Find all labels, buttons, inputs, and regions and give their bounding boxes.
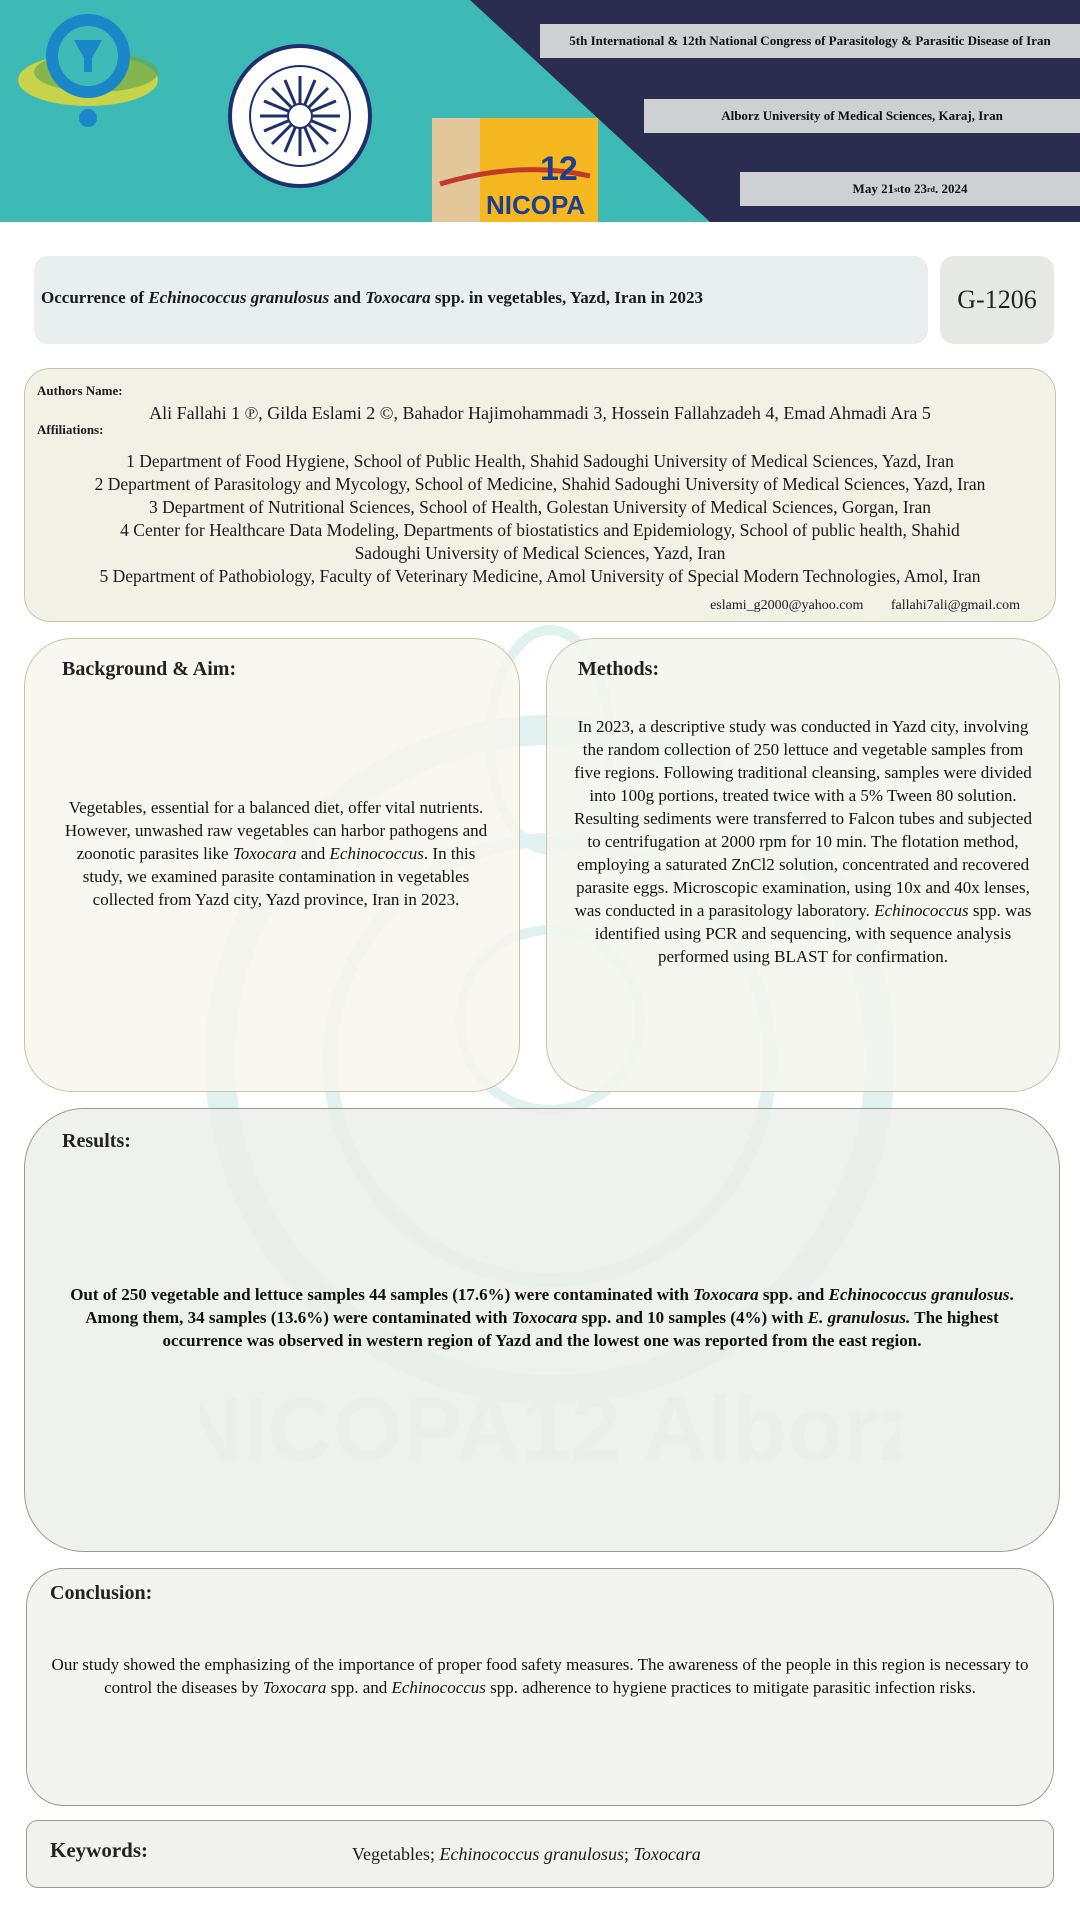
author-names: Ali Fallahi 1 ℗, Gilda Eslami 2 ©, Bahador Hajimohammadi 3, Hossein Fallahzadeh 4, Emad Ahmadi Ara 5 bbox=[149, 403, 931, 423]
date-start-sup: st bbox=[894, 184, 900, 194]
background-heading: Background & Aim: bbox=[62, 658, 237, 680]
congress-name-bar: 5th International & 12th National Congress of Parasitology & Parasitic Disease of Iran bbox=[540, 24, 1080, 58]
date-end-sup: rd bbox=[926, 184, 935, 194]
poster-title: Occurrence of Echinococcus granulosus and Toxocara spp. in vegetables, Yazd, Iran in 2023 bbox=[41, 288, 704, 307]
society-seal-icon bbox=[230, 46, 370, 186]
authors-label: Authors Name: bbox=[37, 383, 123, 398]
affiliations-label: Affiliations: bbox=[37, 422, 104, 437]
affiliation-3: 3 Department of Nutritional Sciences, School of Health, Golestan University of Medical Sciences, Gorgan, Iran bbox=[148, 497, 932, 517]
email-line bbox=[710, 598, 1020, 614]
poster-header bbox=[0, 0, 1080, 222]
date-year: . 2024 bbox=[934, 181, 968, 196]
affiliation-1: 1 Department of Food Hygiene, School of Public Health, Shahid Sadoughi University of Medical Sciences, Yazd, Iran bbox=[126, 451, 954, 471]
keywords-heading: Keywords: bbox=[50, 1838, 148, 1862]
university-bar: Alborz University of Medical Sciences, Karaj, Iran bbox=[644, 99, 1080, 133]
nicopa-number-text: 12 bbox=[540, 150, 578, 188]
date-bar bbox=[740, 172, 1080, 206]
conclusion-heading: Conclusion: bbox=[50, 1582, 153, 1604]
results-text: Out of 250 vegetable and lettuce samples 44 samples (17.6%) were contaminated with Toxocara spp. and Echinococcus granulosus. Among them, 34 samples (13.6%) were contaminated with Toxocara spp. and 10 samples (4%) with E. granulosus. The highest occurrence was observed in western region of Yazd and the lowest one was reported from the east region. bbox=[70, 1285, 1014, 1350]
affiliation-2: 2 Department of Parasitology and Mycology, School of Medicine, Shahid Sadoughi University of Medical Sciences, Yazd, Iran bbox=[94, 474, 986, 494]
background-text: Vegetables, essential for a balanced diet, offer vital nutrients. However, unwashed raw vegetables can harbor pathogens and zoonotic parasites like Toxocara and Echinococcus. In this study, we examined parasite contamination in vegetables collected from Yazd city, Yazd province, Iran in 2023. bbox=[64, 798, 488, 909]
conclusion-text: Our study showed the emphasizing of the importance of proper food safety measures. The awareness of the people in this region is necessary to control the diseases by Toxocara spp. and Echinococcus spp. adherence to hygiene practices to mitigate parasitic infection risks. bbox=[51, 1655, 1029, 1697]
date-mid: to 23 bbox=[899, 181, 927, 196]
affiliation-5: 5 Department of Pathobiology, Faculty of Veterinary Medicine, Amol University of Special Modern Technologies, Amol, Iran bbox=[99, 566, 981, 586]
email-1: eslami_g2000@yahoo.com bbox=[710, 598, 864, 613]
nicopa-logo-text: NICOPA bbox=[486, 190, 586, 220]
poster-code: G-1206 bbox=[940, 256, 1054, 344]
results-heading: Results: bbox=[62, 1130, 131, 1152]
email-2: fallahi7ali@gmail.com bbox=[890, 598, 1020, 613]
affiliation-4: 4 Center for Healthcare Data Modeling, Departments of biostatistics and Epidemiology, School of public health, Shahid bbox=[120, 520, 960, 540]
keywords-text: Vegetables; Echinococcus granulosus; Toxocara bbox=[352, 1844, 701, 1864]
nicopa-logo bbox=[432, 118, 598, 222]
methods-text: In 2023, a descriptive study was conducted in Yazd city, involving the random collection of 250 lettuce and vegetable samples from five regions. Following traditional cleansing, samples were divided into 100g portions, treated twice with a 5% Tween 80 solution. Resulting sediments were transferred to Falcon tubes and subjected to centrifugation at 2000 rpm for 10 min. The flotation method, employing a saturated ZnCl2 solution, concentrated and recovered parasite eggs. Microscopic examination, using 10x and 40x lenses, was conducted in a parasitology laboratory. Echinococcus spp. was identified using PCR and sequencing, with sequence analysis performed using BLAST for confirmation. bbox=[574, 717, 1032, 966]
affiliation-4-cont: Sadoughi University of Medical Sciences, Yazd, Iran bbox=[354, 543, 726, 563]
methods-heading: Methods: bbox=[578, 658, 660, 680]
date-start: May 21 bbox=[852, 181, 895, 196]
